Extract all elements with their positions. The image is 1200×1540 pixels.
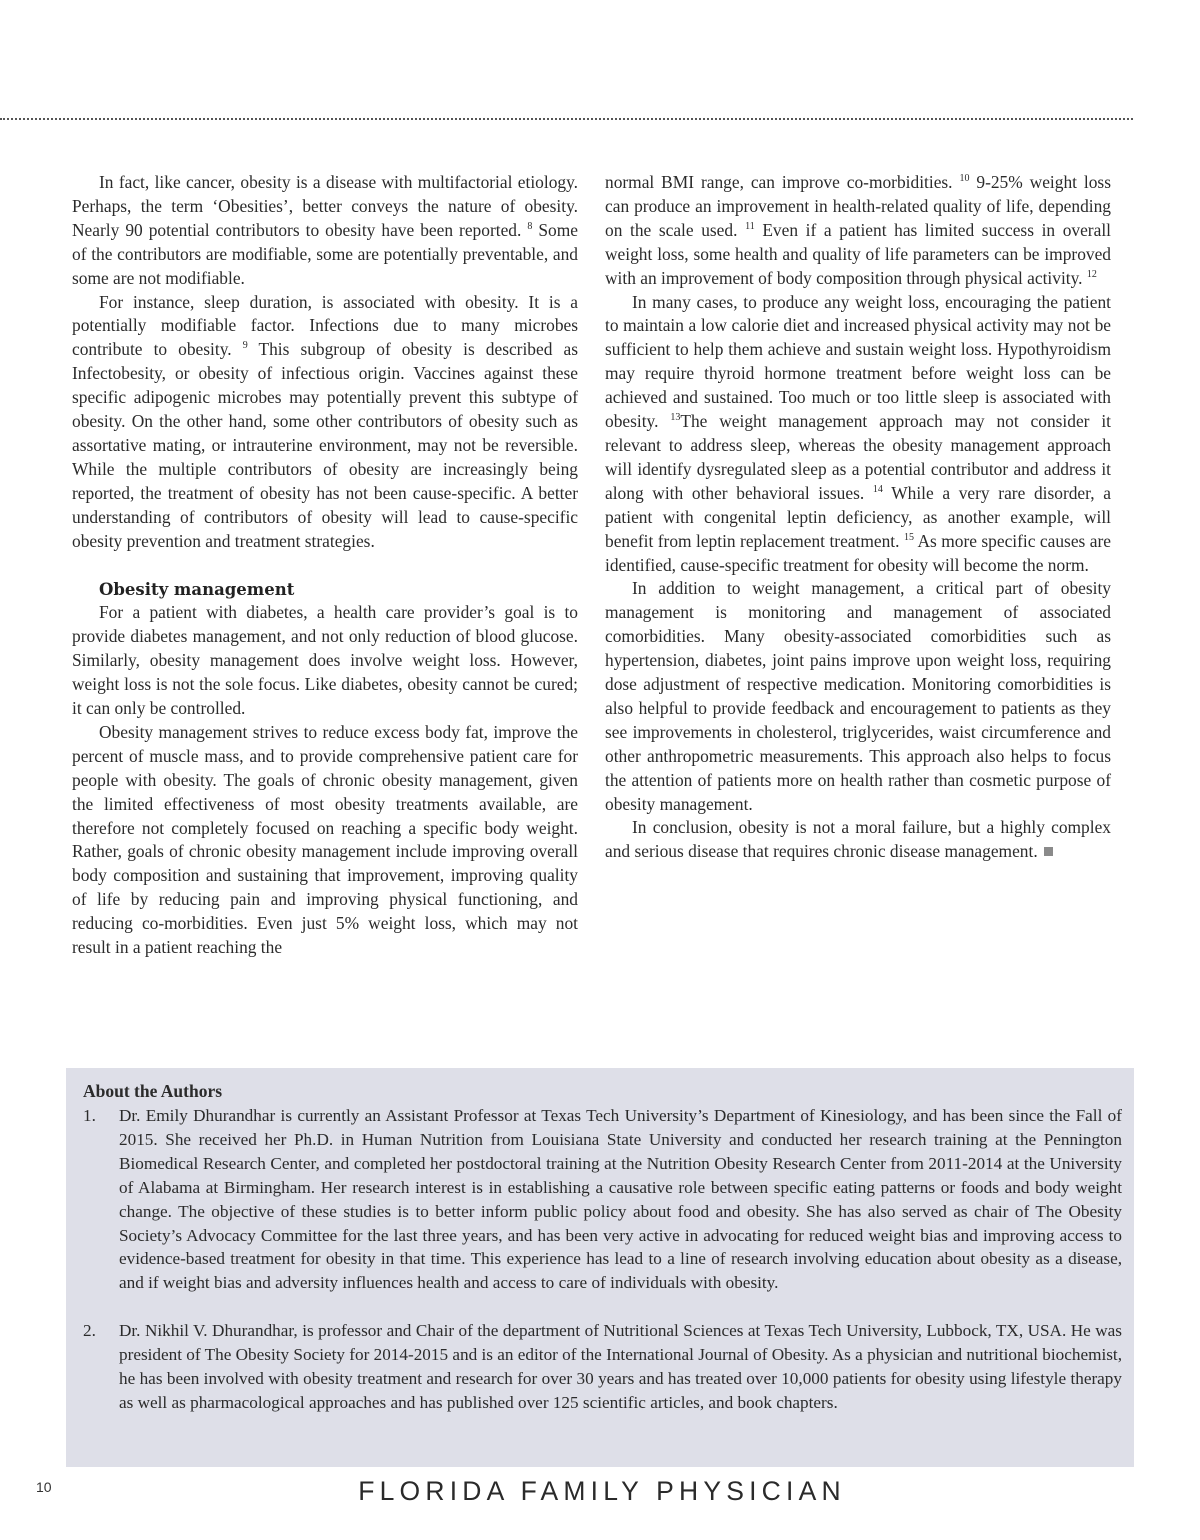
author-bio: [83, 1104, 1122, 1295]
reference-marker: 9: [242, 340, 248, 352]
author-number: 2.: [83, 1321, 96, 1341]
paragraph: For a patient with diabetes, a health care provider’s goal is to provide diabetes management, and not only reduction of blood glucose. Similarly, obesity management does involve weight loss. However, weight loss is not the sole focus. Like diabetes, obesity cannot be cured; it can only be controlled.: [72, 602, 578, 719]
dotted-header-rule: [0, 118, 1133, 120]
right-column: [605, 171, 1111, 864]
paragraph: normal BMI range, can improve co-morbidities. $^{10}$ 9-25% weight loss can produce an improvement in health-related quality of life, depending on the scale used. $^{11}$ Even if a patient has limited success in overall weight loss, some health and quality of life parameters can be improved with an improvement of body composition through physical activity. $^{12}$: [605, 172, 1111, 288]
paragraph: In conclusion, obesity is not a moral failure, but a highly complex and serious disease that requires chronic disease management.: [605, 817, 1111, 862]
author-number: 1.: [83, 1106, 96, 1125]
reference-marker: 12: [1086, 268, 1097, 280]
paragraph: For instance, sleep duration, is associated with obesity. It is a potentially modifiable factor. Infections due to many microbes contribute to obesity. $^9$ This subgroup of obesity is described as Infectobesity, or obesity of infectious origin. Vaccines against these specific adipogenic microbes may potentially prevent this subtype of obesity. On the other hand, some other contributors of obesity such as assortative mating, or intrauterine environment, may not be reversible. While the multiple contributors of obesity are increasingly being reported, the treatment of obesity has not been cause-specific. A better understanding of contributors of obesity will lead to cause-specific obesity prevention and treatment strategies.: [72, 291, 578, 551]
reference-marker: 14: [872, 483, 883, 495]
section-heading: Obesity management: [99, 579, 295, 599]
end-of-article-square-icon: [1044, 847, 1053, 856]
about-the-authors-box: [66, 1068, 1134, 1467]
reference-marker: 8: [527, 220, 533, 232]
reference-marker: 15: [903, 531, 914, 543]
authors-title: About the Authors: [83, 1081, 223, 1101]
reference-marker: 13: [670, 412, 681, 424]
paragraph: In many cases, to produce any weight loss, encouraging the patient to maintain a low calorie diet and increased physical activity may not be sufficient to help them achieve and sustain weight loss. Hypothyroidism may require thyroid hormone treatment before weight loss can be achieved and sustained. Too much or too little sleep is associated with obesity. $^{13}$The weight management approach may not consider it relevant to address sleep, whereas the obesity management approach will identify dysregulated sleep as a potential contributor and address it along with other behavioral issues. $^{14}$ While a very rare disorder, a patient with congenital leptin deficiency, as another example, will benefit from leptin replacement treatment. $^{15}$ As more specific causes are identified, cause-specific treatment for obesity will become the norm.: [605, 291, 1111, 575]
reference-marker: 10: [959, 173, 970, 184]
author-bio-text: Dr. Nikhil V. Dhurandhar, is professor and Chair of the department of Nutritional Sciences at Texas Tech University, Lubbock, TX, USA. He was president of The Obesity Society for 2014-2015 and is an editor of the International Journal of Obesity. As a physician and nutritional biochemist, he has been involved with obesity treatment and research for over 30 years and has treated over 10,000 patients for obesity using lifestyle therapy as well as pharmacological approaches and has published over 125 scientific articles, and book chapters.: [119, 1321, 1122, 1412]
paragraph: Obesity management strives to reduce excess body fat, improve the percent of muscle mass, and to provide comprehensive patient care for people with obesity. The goals of chronic obesity management, given the limited effectiveness of most obesity treatments available, are therefore not completely focused on reaching a specific body weight. Rather, goals of chronic obesity management include improving overall body composition and sustaining that improvement, improving quality of life by reducing pain and improving physical functioning, and reducing co-morbidities. Even just 5% weight loss, which may not result in a patient reaching the: [72, 721, 578, 958]
paragraph: In addition to weight management, a critical part of obesity management is monitoring and management of associated comorbidities. Many obesity-associated comorbidities such as hypertension, diabetes, joint pains improve upon weight loss, requiring dose adjustment of respective medication. Monitoring comorbidities is also helpful to provide feedback and encouragement to patients as they see improvements in cholesterol, triglycerides, waist circumference and other anthropometric measurements. This approach also helps to focus the attention of patients more on health rather than cosmetic purpose of obesity management.: [605, 578, 1111, 814]
paragraph: In fact, like cancer, obesity is a disease with multifactorial etiology. Perhaps, the term ‘Obesities’, better conveys the nature of obesity. Nearly 90 potential contributors to obesity have been reported. $^8$ Some of the contributors are modifiable, some are potentially preventable, and some are not modifiable.: [72, 172, 578, 288]
author-bio: [83, 1319, 1122, 1415]
journal-title: FLORIDA FAMILY PHYSICIAN: [358, 1476, 846, 1506]
reference-marker: 11: [745, 220, 755, 232]
left-column: [72, 171, 578, 960]
author-bio-text: Dr. Emily Dhurandhar is currently an Assistant Professor at Texas Tech University’s Department of Kinesiology, and has been since the Fall of 2015. She received her Ph.D. in Human Nutrition from Louisiana State University and conducted her research training at the Pennington Biomedical Research Center, and completed her postdoctoral training at the Nutrition Obesity Research Center from 2011-2014 at the University of Alabama at Birmingham. Her research interest is in establishing a causative role between specific eating patterns or foods and body weight change. The objective of these studies is to better inform public policy about food and obesity. She has also served as chair of The Obesity Society’s Advocacy Committee for the last three years, and has been very active in advocating for reduced weight bias and improving access to evidence-based treatment for obesity in that time. This experience has lead to a line of research involving education about obesity as a disease, and if weight bias and adversity influences health and access to care of individuals with obesity.: [119, 1106, 1122, 1293]
page-number: 10: [36, 1479, 52, 1495]
